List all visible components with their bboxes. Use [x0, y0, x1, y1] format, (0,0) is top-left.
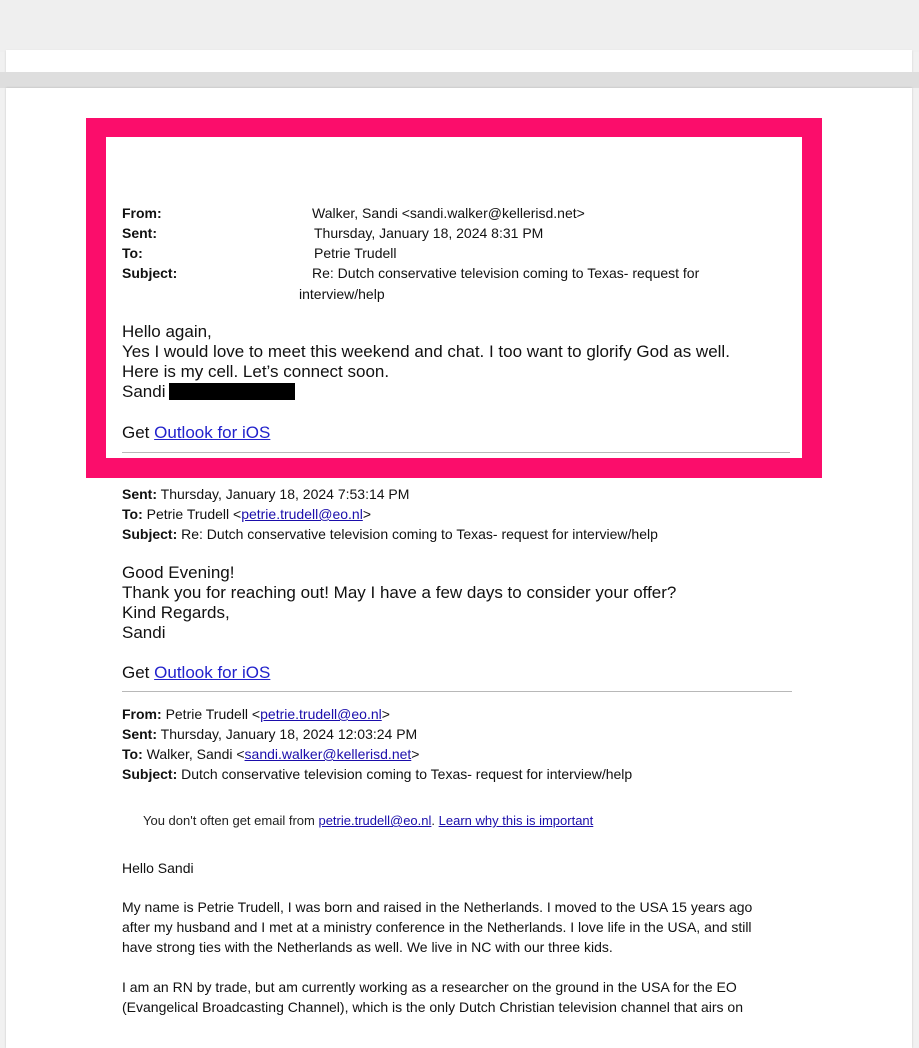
reply2-get-outlook	[122, 423, 270, 443]
notice-email-link[interactable]: petrie.trudell@eo.nl	[318, 813, 432, 828]
subject-label: Subject:	[122, 526, 178, 542]
from-label: From:	[122, 706, 162, 722]
reply1-body-line: Good Evening!	[122, 563, 235, 582]
to-label: To:	[122, 506, 143, 522]
from-name: Petrie Trudell <	[165, 706, 261, 722]
reply2-body-line: Hello again,	[122, 322, 212, 341]
reply1-sent-row	[122, 485, 409, 503]
reply1-body-line: Sandi	[122, 623, 166, 642]
to-name: Petrie Trudell <	[146, 506, 242, 522]
from-label: From:	[122, 205, 162, 221]
reply2-body-line: Yes I would love to meet this weekend and chat. I too want to glorify God as well.	[122, 342, 730, 361]
divider	[122, 452, 790, 453]
to-email-link[interactable]: petrie.trudell@eo.nl	[241, 506, 363, 522]
redaction-bar	[169, 383, 295, 400]
outlook-ios-link[interactable]: Outlook for iOS	[154, 423, 271, 442]
reply2-subject-line1: Re: Dutch conservative television coming to Texas- request for	[312, 265, 700, 281]
from-email-link[interactable]: petrie.trudell@eo.nl	[260, 706, 382, 722]
sent-value: Thursday, January 18, 2024 12:03:24 PM	[160, 726, 418, 742]
sent-label: Sent:	[122, 726, 157, 742]
get-prefix: Get	[122, 663, 150, 682]
to-close: >	[411, 746, 420, 762]
reply2-sent-value: Thursday, January 18, 2024 8:31 PM	[314, 225, 544, 241]
original-sent-row	[122, 725, 417, 743]
original-to-row	[122, 745, 419, 763]
reply1-body-line: Kind Regards,	[122, 603, 230, 622]
to-email-link[interactable]: sandi.walker@kellerisd.net	[244, 746, 412, 762]
original-from-row	[122, 705, 390, 723]
paragraph-2: I am an RN by trade, but am currently working as a researcher on the ground in the USA for the EO (Evangelical Broadcasting Channel), which is the only Dutch Christian television channel that airs on	[122, 979, 743, 1015]
viewer-top-bar	[0, 0, 919, 52]
subject-value: Dutch conservative television coming to Texas- request for interview/help	[181, 766, 633, 782]
learn-why-link[interactable]: Learn why this is important	[438, 813, 594, 828]
paragraph-1: My name is Petrie Trudell, I was born and raised in the Netherlands. I moved to the USA 15 years ago after my husband and I met at a ministry conference in the Netherlands. I love life in the USA, and still have strong ties with the Netherlands as well. We live in NC with our three kids.	[122, 899, 753, 955]
subject-value: Re: Dutch conservative television coming to Texas- request for interview/help	[181, 526, 658, 542]
reply1-subject-row	[122, 525, 658, 543]
to-name: Walker, Sandi <	[146, 746, 245, 762]
to-label: To:	[122, 746, 143, 762]
reply2-subject-line2: interview/help	[299, 286, 385, 302]
reply2-sent-row	[122, 224, 157, 242]
reply2-signature-line	[122, 382, 295, 402]
subject-label: Subject:	[122, 265, 178, 281]
reply2-to-row	[122, 244, 143, 262]
greeting: Hello Sandi	[122, 860, 194, 876]
original-subject-row	[122, 765, 632, 783]
external-sender-notice	[143, 813, 593, 829]
reply2-body-line: Here is my cell. Let’s connect soon.	[122, 362, 390, 381]
subject-label: Subject:	[122, 766, 178, 782]
divider	[122, 691, 792, 692]
sent-label: Sent:	[122, 486, 157, 502]
reply1-body-line: Thank you for reaching out! May I have a few days to consider your offer?	[122, 583, 677, 602]
reply2-subject-row	[122, 264, 177, 282]
notice-dot: .	[431, 813, 436, 828]
from-close: >	[381, 706, 390, 722]
sent-value: Thursday, January 18, 2024 7:53:14 PM	[160, 486, 410, 502]
to-close: >	[362, 506, 371, 522]
get-prefix: Get	[122, 423, 150, 442]
page-gap	[0, 72, 919, 88]
outlook-ios-link[interactable]: Outlook for iOS	[154, 663, 271, 682]
notice-text: You don't often get email from	[143, 813, 315, 828]
reply1-to-row	[122, 505, 371, 523]
previous-page-strip	[6, 50, 912, 72]
reply2-to-value: Petrie Trudell	[314, 245, 397, 261]
to-label: To:	[122, 245, 143, 261]
reply2-from-row	[122, 204, 162, 222]
reply2-from-value: Walker, Sandi <sandi.walker@kellerisd.net>	[312, 205, 585, 221]
sent-label: Sent:	[122, 225, 157, 241]
signature-name: Sandi	[122, 382, 166, 401]
reply1-get-outlook	[122, 663, 270, 683]
